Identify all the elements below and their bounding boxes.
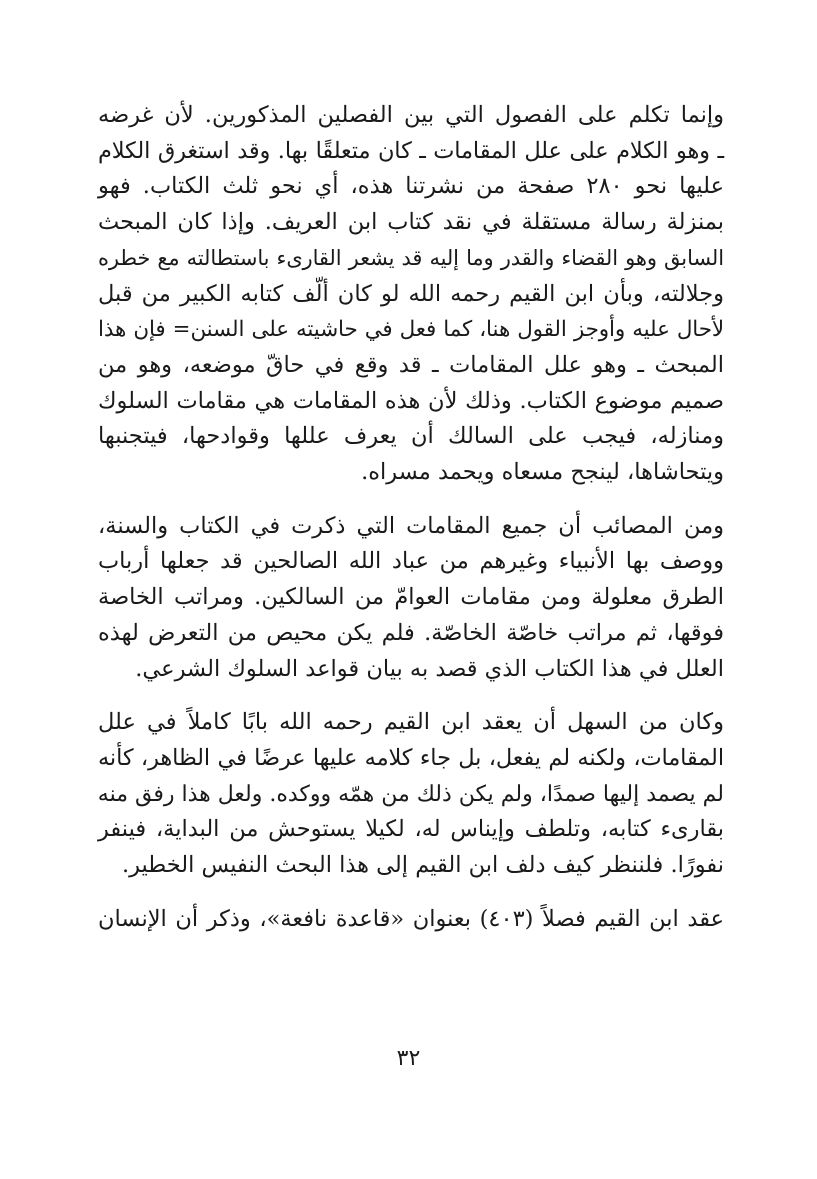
text-line: عليها نحو ٢٨٠ صفحة من نشرتنا هذه، أي نحو ثلث الكتاب. فهو — [98, 173, 725, 200]
paragraph-4 — [98, 902, 724, 938]
text-line: لأحال عليه وأوجز القول هنا، كما فعل في حاشيته على السنن= فإن هذا — [98, 317, 724, 343]
text-line: العلل في هذا الكتاب الذي قصد به بيان قواعد السلوك الشرعي. — [135, 655, 724, 682]
text-line: صميم موضوع الكتاب. وذلك لأن هذه المقامات هي مقامات السلوك — [98, 387, 724, 414]
text-line: ـ وهو الكلام على علل المقامات ـ كان متعلقًا بها. وقد استغرق الكلام — [98, 137, 724, 164]
text-line: بمنزلة رسالة مستقلة في نقد كتاب ابن العريف. وإذا كان المبحث — [98, 209, 724, 236]
text-line: نفورًا. فلننظر كيف دلف ابن القيم إلى هذا البحث النفيس الخطير. — [121, 852, 724, 879]
text-line: السابق وهو القضاء والقدر وما إليه قد يشعر القارىء باستطالته مع خطره — [98, 245, 724, 270]
text-line: الطرق معلولة ومن مقامات العوامّ من السالكين. ومراتب الخاصة — [98, 584, 724, 611]
text-line: المقامات، ولكنه لم يفعل، بل جاء كلامه عليها عرضًا في الظاهر، كأنه — [98, 744, 724, 771]
text-line: بقارىء كتابه، وتلطف وإيناس له، لكيلا يستوحش من البداية، فينفر — [98, 816, 724, 843]
text-line: ويتحاشاها، لينجح مسعاه ويحمد مسراه. — [361, 459, 724, 486]
text-line: لم يصمد إليها صمدًا، ولم يكن ذلك من همّه ووكده. ولعل هذا رفق منه — [97, 781, 724, 807]
text-line: عقد ابن القيم فصلاً (٤٠٣) بعنوان «قاعدة نافعة»، وذكر أن الإنسان — [98, 905, 724, 932]
paragraph-2 — [98, 509, 724, 688]
paragraph-1 — [98, 98, 724, 491]
text-line: ومنازله، فيجب على السالك أن يعرف عللها وقوادحها، فيتجنبها — [98, 423, 724, 450]
text-line: فوقها، ثم مراتب خاصّة الخاصّة. فلم يكن محيص من التعرض لهذه — [98, 619, 724, 646]
paragraph-3 — [98, 705, 724, 884]
text-line: المبحث ـ وهو علل المقامات ـ قد وقع في حاقّ موضعه، وهو من — [98, 351, 724, 378]
text-line: وجلالته، وبأن ابن القيم رحمه الله لو كان ألّف كتابه الكبير من قبل — [98, 280, 724, 307]
page-number: ٣٢ — [396, 1046, 421, 1071]
page-body-text — [98, 98, 724, 937]
text-line: ومن المصائب أن جميع المقامات التي ذكرت في الكتاب والسنة، — [98, 512, 724, 539]
text-line: وكان من السهل أن يعقد ابن القيم رحمه الله بابًا كاملاً في علل — [98, 709, 724, 736]
text-line: وإنما تكلم على الفصول التي بين الفصلين المذكورين. لأن غرضه — [98, 102, 724, 128]
text-line: ووصف بها الأنبياء وغيرهم من عباد الله الصالحين قد جعلها أرباب — [98, 548, 724, 575]
